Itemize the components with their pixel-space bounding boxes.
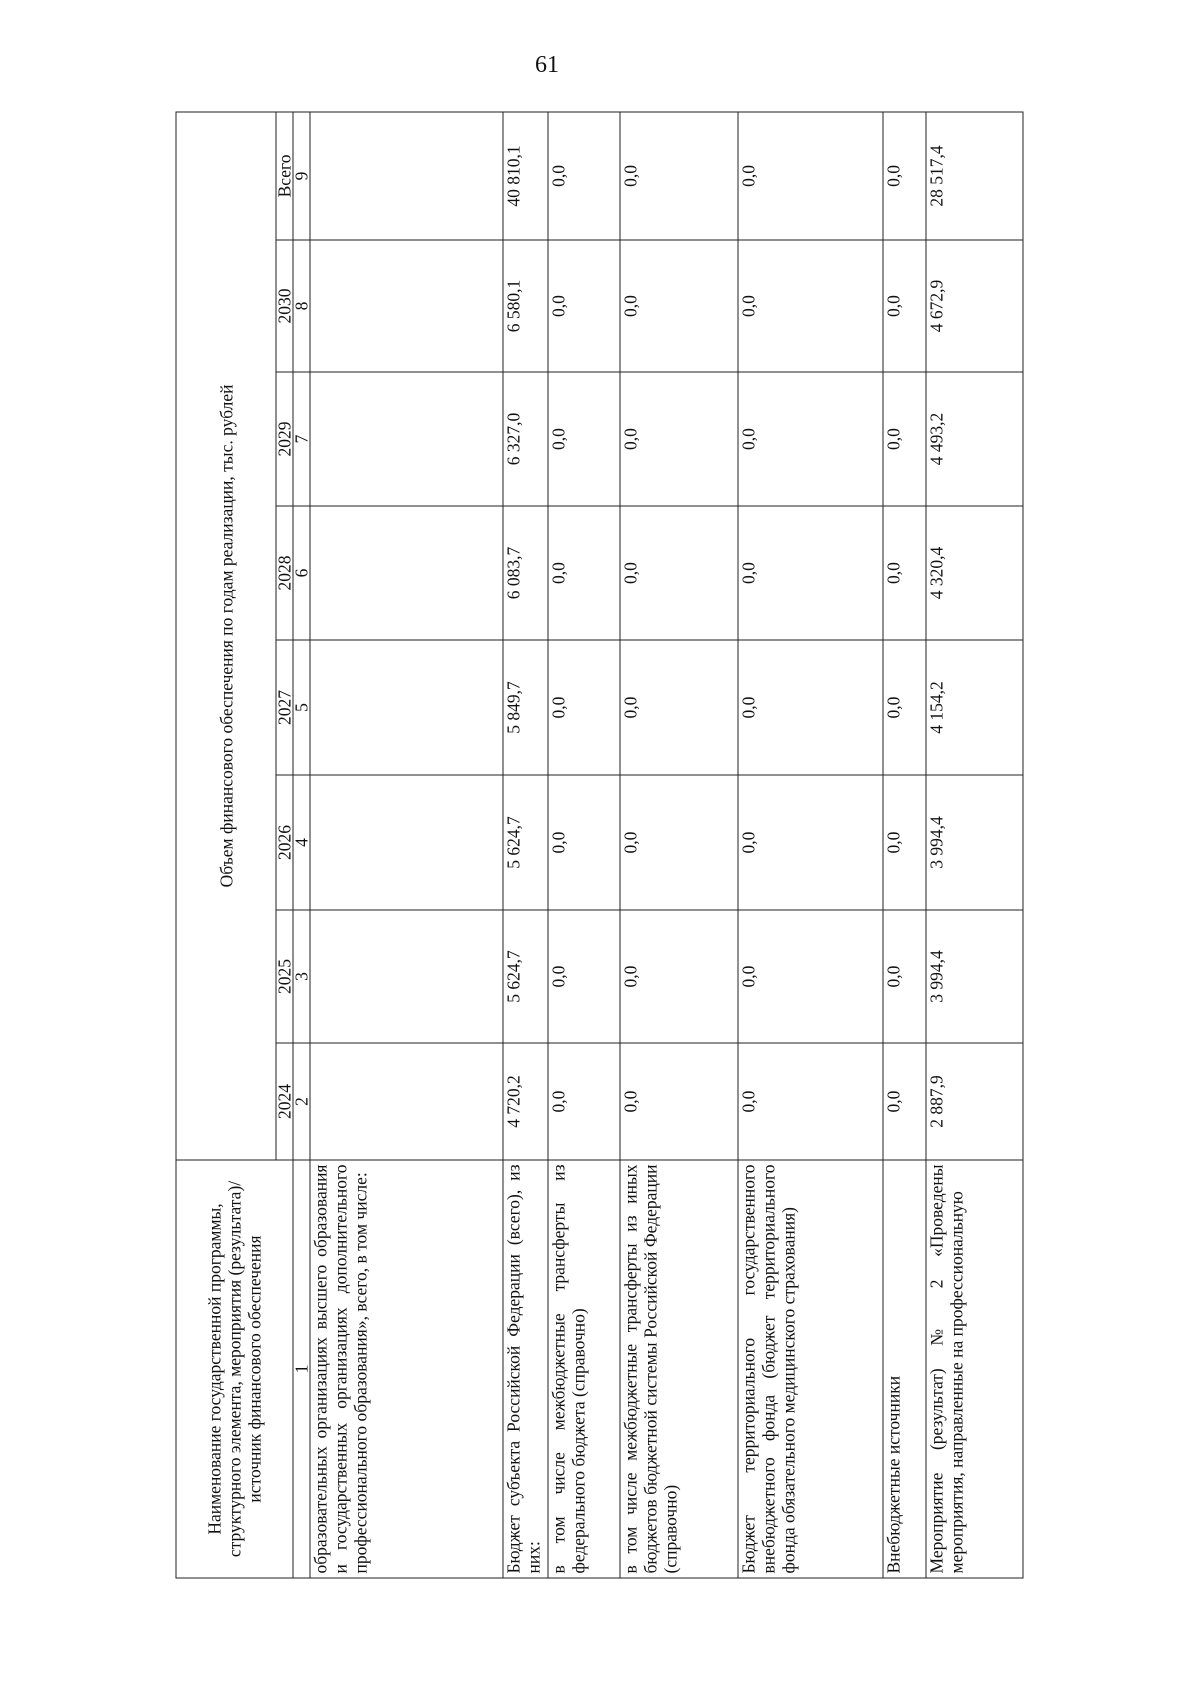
row-name: Бюджет субъекта Российской Федерации (всего), из них: (503, 1160, 548, 1578)
column-number: 8 (293, 240, 310, 372)
value-cell: 0,0 (620, 910, 738, 1043)
column-number: 1 (293, 1160, 310, 1578)
value-cell: 6 327,0 (503, 372, 548, 506)
table-row (620, 111, 738, 1577)
value-cell: 0,0 (883, 640, 926, 775)
column-number: 4 (293, 775, 310, 910)
value-cell: 4 320,4 (926, 506, 1023, 640)
value-cell: 5 624,7 (503, 775, 548, 910)
value-cell: 2 887,9 (926, 1043, 1023, 1160)
value-cell (310, 910, 503, 1043)
value-cell: 0,0 (548, 372, 620, 506)
value-cell (310, 506, 503, 640)
value-cell: 0,0 (548, 240, 620, 372)
value-cell: 0,0 (738, 910, 883, 1043)
value-cell: 0,0 (883, 910, 926, 1043)
row-name: образовательных организациях высшего образования и государственных организациях дополнительного профессионального образования», всего, в том числе: (310, 1160, 503, 1578)
value-cell: 4 720,2 (503, 1043, 548, 1160)
value-cell: 5 849,7 (503, 640, 548, 775)
value-cell: 0,0 (620, 506, 738, 640)
column-number: 7 (293, 372, 310, 506)
value-cell: 0,0 (883, 775, 926, 910)
volume-header: Объем финансового обеспечения по годам реализации, тыс. рублей (176, 111, 276, 1159)
table-row (548, 111, 620, 1577)
year-header: 2025 (276, 910, 293, 1043)
table-row (310, 111, 503, 1577)
year-header: 2026 (276, 775, 293, 910)
value-cell: 0,0 (883, 1043, 926, 1160)
value-cell: 0,0 (738, 111, 883, 239)
value-cell: 4 493,2 (926, 372, 1023, 506)
value-cell: 0,0 (620, 775, 738, 910)
value-cell: 3 994,4 (926, 910, 1023, 1043)
value-cell: 6 083,7 (503, 506, 548, 640)
value-cell: 0,0 (738, 1043, 883, 1160)
value-cell (310, 775, 503, 910)
value-cell (310, 240, 503, 372)
value-cell (310, 1043, 503, 1160)
row-name: Внебюджетные источники (883, 1160, 926, 1578)
value-cell (310, 640, 503, 775)
value-cell: 0,0 (883, 372, 926, 506)
rotated-table-container (175, 112, 1020, 1578)
row-name: Мероприятие (результат) № 2 «Проведены мероприятия, направленные на профессиональную (926, 1160, 1023, 1578)
column-number: 2 (293, 1043, 310, 1160)
value-cell: 0,0 (548, 640, 620, 775)
value-cell (310, 372, 503, 506)
year-header: 2024 (276, 1043, 293, 1160)
row-name: в том числе межбюджетные трансферты из иных бюджетов бюджетной системы Российской Федерации (справочно) (620, 1160, 738, 1578)
financing-table (175, 111, 1023, 1578)
value-cell: 0,0 (548, 775, 620, 910)
value-cell: 28 517,4 (926, 111, 1023, 239)
value-cell: 0,0 (738, 372, 883, 506)
year-header: 2027 (276, 640, 293, 775)
year-header: 2028 (276, 506, 293, 640)
value-cell: 0,0 (738, 640, 883, 775)
value-cell: 0,0 (548, 1043, 620, 1160)
row-name: Бюджет территориального государственного внебюджетного фонда (бюджет территориального фонда обязательного медицинского страхования) (738, 1160, 883, 1578)
name-column-header: Наименование государственной программы, структурного элемента, мероприятия (результата)/источник финансового обеспечения (176, 1160, 293, 1578)
value-cell: 0,0 (620, 1043, 738, 1160)
column-number: 6 (293, 506, 310, 640)
value-cell: 6 580,1 (503, 240, 548, 372)
value-cell: 0,0 (738, 506, 883, 640)
value-cell: 0,0 (620, 240, 738, 372)
column-number: 5 (293, 640, 310, 775)
page-number: 61 (535, 52, 559, 78)
value-cell: 0,0 (883, 506, 926, 640)
year-header: 2030 (276, 240, 293, 372)
value-cell: 5 624,7 (503, 910, 548, 1043)
value-cell: 4 154,2 (926, 640, 1023, 775)
year-header: 2029 (276, 372, 293, 506)
value-cell: 3 994,4 (926, 775, 1023, 910)
year-header: Всего (276, 111, 293, 239)
value-cell: 0,0 (883, 240, 926, 372)
value-cell: 0,0 (548, 910, 620, 1043)
table-row (738, 111, 883, 1577)
value-cell: 0,0 (620, 372, 738, 506)
value-cell: 4 672,9 (926, 240, 1023, 372)
row-name: в том числе межбюджетные трансферты из федерального бюджета (справочно) (548, 1160, 620, 1578)
value-cell: 0,0 (738, 240, 883, 372)
table-row (926, 111, 1023, 1577)
value-cell: 0,0 (620, 111, 738, 239)
value-cell: 0,0 (548, 111, 620, 239)
table-row (503, 111, 548, 1577)
table-row (883, 111, 926, 1577)
column-number: 9 (293, 111, 310, 239)
column-numbers-row (293, 111, 310, 1577)
header-row (176, 111, 276, 1577)
value-cell (310, 111, 503, 239)
value-cell: 0,0 (548, 506, 620, 640)
value-cell: 40 810,1 (503, 111, 548, 239)
column-number: 3 (293, 910, 310, 1043)
value-cell: 0,0 (738, 775, 883, 910)
value-cell: 0,0 (883, 111, 926, 239)
value-cell: 0,0 (620, 640, 738, 775)
